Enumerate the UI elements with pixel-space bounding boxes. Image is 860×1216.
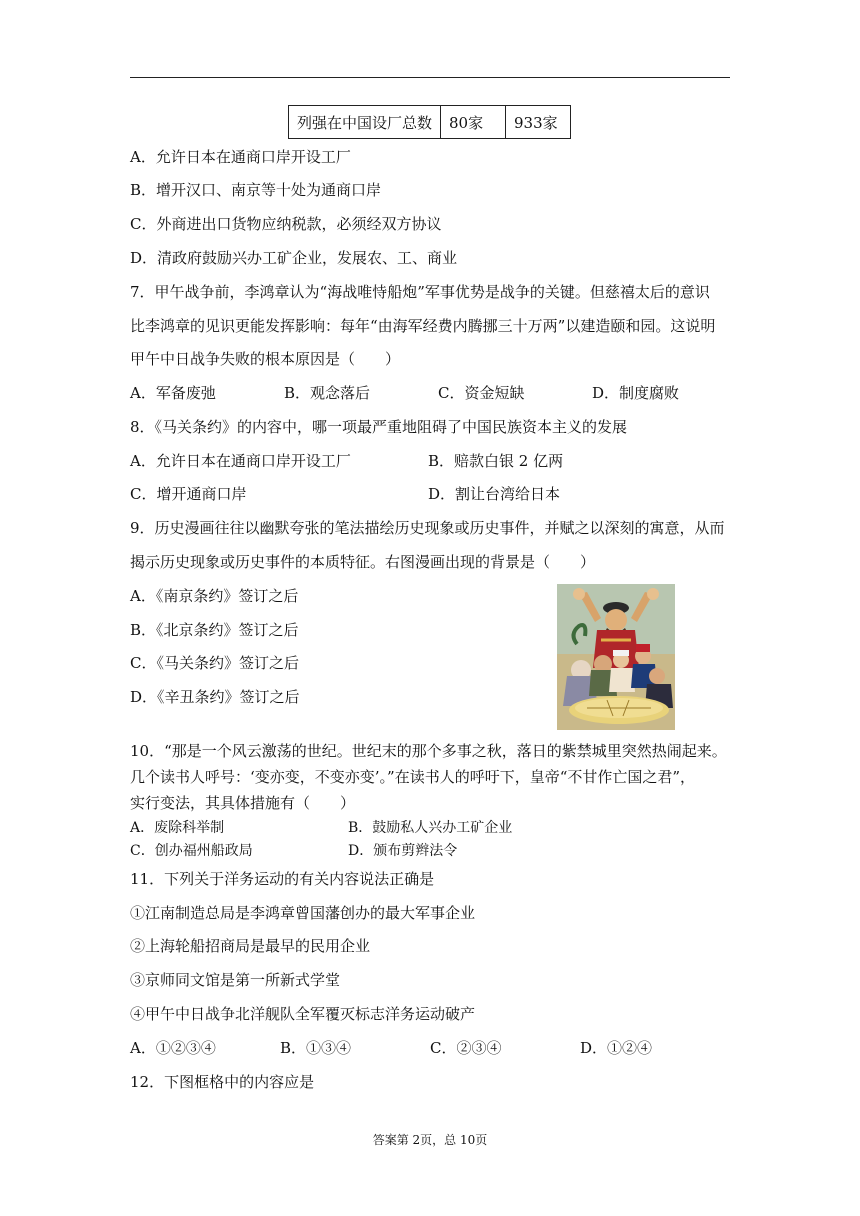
q11-stem: 11．下列关于洋务运动的有关内容说法正确是 [130,870,435,888]
q7-stem-line-3: 甲午中日战争失败的根本原因是（ ） [130,350,401,368]
q10-option-a: A．废除科举制 [130,820,225,836]
q11-statement-4: ④甲午中日战争北洋舰队全军覆灭标志洋务运动破产 [130,1005,476,1023]
q11-option-d: D．①②④ [580,1039,653,1057]
q7-option-b: B．观念落后 [284,384,371,402]
table-cell-value-2: 933家 [506,106,571,139]
factory-table [288,105,571,139]
q7-stem-line-2: 比李鸿章的见识更能发挥影响：每年“由海军经费内腾挪三十万两”以建造颐和园。这说明 [130,317,716,335]
q6-option-c: C．外商进出口货物应纳税款，必须经双方协议 [130,215,442,233]
q7-option-a: A．军备废弛 [130,384,216,402]
q11-option-a: A．①②③④ [130,1039,216,1057]
q8-option-c: C．增开通商口岸 [130,485,247,503]
table-cell-label: 列强在中国设厂总数 [289,106,441,139]
q9-option-b: B．《北京条约》签订之后 [130,621,299,639]
q7-option-c: C．资金短缺 [438,384,525,402]
q8-stem: 8．《马关条约》的内容中，哪一项最严重地阻碍了中国民族资本主义的发展 [130,418,628,436]
history-cartoon-image [557,584,675,730]
q6-option-b: B．增开汉口、南京等十处为通商口岸 [130,181,382,199]
q11-statement-3: ③京师同文馆是第一所新式学堂 [130,971,341,989]
q6-option-d: D．清政府鼓励兴办工矿企业，发展农、工、商业 [130,249,458,267]
header-rule [130,77,730,78]
q9-stem-line-1: 9．历史漫画往往以幽默夸张的笔法描绘历史现象或历史事件，并赋之以深刻的寓意，从而 [130,519,725,537]
q8-option-a: A．允许日本在通商口岸开设工厂 [130,452,351,470]
page-footer: 答案第 2页，总 10页 [372,1133,488,1147]
q6-option-a: A．允许日本在通商口岸开设工厂 [130,148,351,166]
q10-option-d: D．颁布剪辫法令 [348,843,458,859]
q7-option-d: D．制度腐败 [592,384,680,402]
q9-option-c: C．《马关条约》签订之后 [130,654,299,672]
q12-stem: 12．下图框格中的内容应是 [130,1073,315,1091]
q9-option-a: A．《南京条约》签订之后 [130,587,299,605]
q9-option-d: D．《辛丑条约》签订之后 [130,688,300,706]
table-cell-value-1: 80家 [441,106,506,139]
q10-stem-line-1: 10．“那是一个风云激荡的世纪。世纪末的那个多事之秋，落日的紫禁城里突然热闹起来。 [130,742,727,760]
q9-stem-line-2: 揭示历史现象或历史事件的本质特征。右图漫画出现的背景是（ ） [130,553,596,571]
table-row [289,106,571,139]
q10-option-b: B．鼓励私人兴办工矿企业 [348,820,513,836]
q10-stem-line-3: 实行变法，其具体措施有（ ） [130,794,356,812]
q11-option-b: B．①③④ [280,1039,352,1057]
q11-statement-2: ②上海轮船招商局是最早的民用企业 [130,937,371,955]
q10-option-c: C．创办福州船政局 [130,843,253,859]
q8-option-b: B．赔款白银 2 亿两 [428,452,564,470]
q11-option-c: C．②③④ [430,1039,502,1057]
q7-stem-line-1: 7．甲午战争前，李鸿章认为“海战唯恃船炮”军事优势是战争的关键。但慈禧太后的意识 [130,283,710,301]
q10-stem-line-2: 几个读书人呼号：‘变亦变，不变亦变’。”在读书人的呼吁下，皇帝“不甘作亡国之君”， [130,768,696,786]
q8-option-d: D．割让台湾给日本 [428,485,561,503]
q11-statement-1: ①江南制造总局是李鸿章曾国藩创办的最大军事企业 [130,904,476,922]
